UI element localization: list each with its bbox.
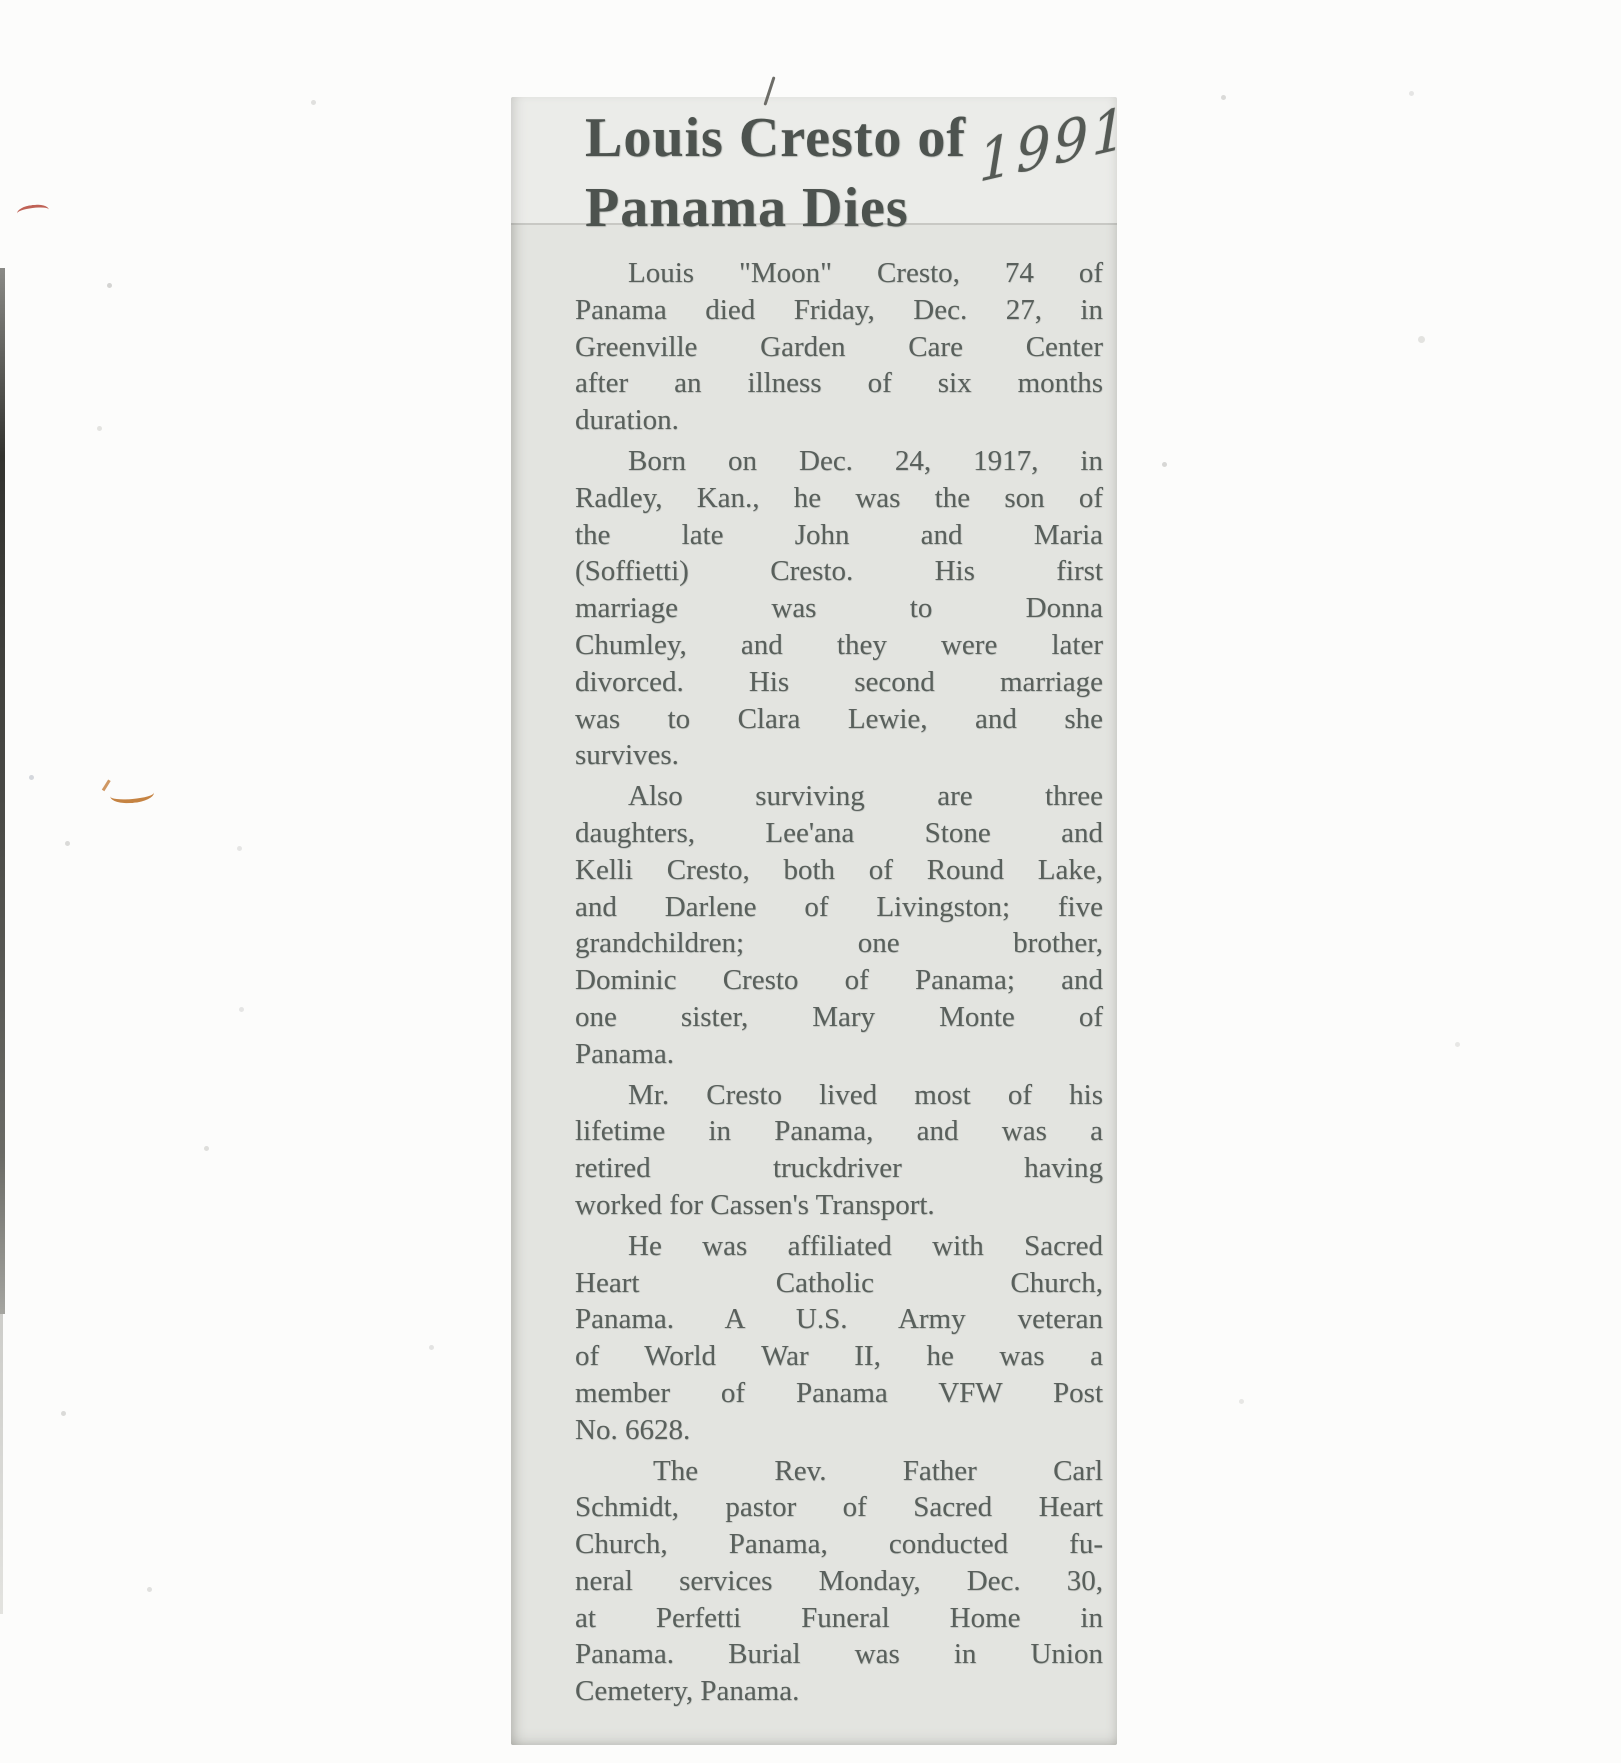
text-line: Church, Panama, conducted fu- <box>575 1528 1103 1561</box>
text-line: No. 6628. <box>575 1413 691 1446</box>
text-line: grandchildren; one brother, <box>575 927 1103 960</box>
text-line: of World War II, he was a <box>575 1340 1103 1373</box>
text-line: Radley, Kan., he was the son of <box>575 481 1103 514</box>
text-line: and Darlene of Livingston; five <box>575 890 1103 923</box>
paragraph <box>575 778 1103 1072</box>
text-line: marriage was to Donna <box>575 592 1103 625</box>
headline <box>585 103 966 243</box>
text-line: He was affiliated with Sacred <box>628 1229 1103 1262</box>
red-pen-mark <box>16 203 49 220</box>
article-body <box>575 255 1103 1714</box>
text-line: Born on Dec. 24, 1917, in <box>628 444 1103 477</box>
text-line: (Soffietti) Cresto. His first <box>575 555 1103 588</box>
text-line: one sister, Mary Monte of <box>575 1000 1103 1033</box>
text-line: Greenville Garden Care Center <box>575 330 1103 363</box>
text-line: Panama died Friday, Dec. 27, in <box>575 293 1103 326</box>
text-line: Panama. A U.S. Army veteran <box>575 1303 1103 1336</box>
text-line: was to Clara Lewie, and she <box>575 702 1103 735</box>
headline-line-2: Panama Dies <box>585 177 909 239</box>
text-line: Panama. <box>575 1037 675 1070</box>
scan-edge-artifact-lower <box>0 1314 3 1614</box>
paragraph <box>575 1453 1103 1711</box>
text-line: survives. <box>575 739 679 772</box>
text-line: member of Panama VFW Post <box>575 1376 1103 1409</box>
text-line: duration. <box>575 404 679 437</box>
handwritten-year: 1991 <box>977 94 1130 196</box>
text-line: Heart Catholic Church, <box>575 1266 1103 1299</box>
text-line: daughters, Lee'ana Stone and <box>575 816 1103 849</box>
dust-specks <box>0 0 3 3</box>
text-line: lifetime in Panama, and was a <box>575 1115 1103 1148</box>
scan-edge-artifact <box>0 268 5 1314</box>
paragraph <box>575 443 1103 774</box>
paragraph <box>575 255 1103 439</box>
paragraph <box>575 1077 1103 1224</box>
text-line: Chumley, and they were later <box>575 628 1103 661</box>
text-line: Cemetery, Panama. <box>575 1675 800 1708</box>
text-line: Also surviving are three <box>628 780 1103 813</box>
text-line: Louis "Moon" Cresto, 74 of <box>628 257 1103 289</box>
text-line: Dominic Cresto of Panama; and <box>575 964 1103 997</box>
newspaper-clipping <box>511 94 1130 1745</box>
text-line: retired truckdriver having <box>575 1152 1103 1185</box>
text-line: the late John and Maria <box>575 518 1103 551</box>
text-line: at Perfetti Funeral Home in <box>575 1601 1103 1634</box>
text-line: Kelli Cresto, both of Round Lake, <box>575 853 1103 886</box>
text-line: Mr. Cresto lived most of his <box>628 1078 1103 1111</box>
text-line: Schmidt, pastor of Sacred Heart <box>575 1491 1103 1524</box>
paragraph <box>575 1228 1103 1449</box>
text-line: Panama. Burial was in Union <box>575 1638 1103 1671</box>
text-line: worked for Cassen's Transport. <box>575 1188 935 1221</box>
text-line: neral services Monday, Dec. 30, <box>575 1564 1103 1597</box>
text-line: The Rev. Father Carl <box>653 1454 1103 1487</box>
headline-line-1: Louis Cresto of <box>585 107 967 169</box>
text-line: after an illness of six months <box>575 367 1103 400</box>
text-line: divorced. His second marriage <box>575 665 1103 698</box>
